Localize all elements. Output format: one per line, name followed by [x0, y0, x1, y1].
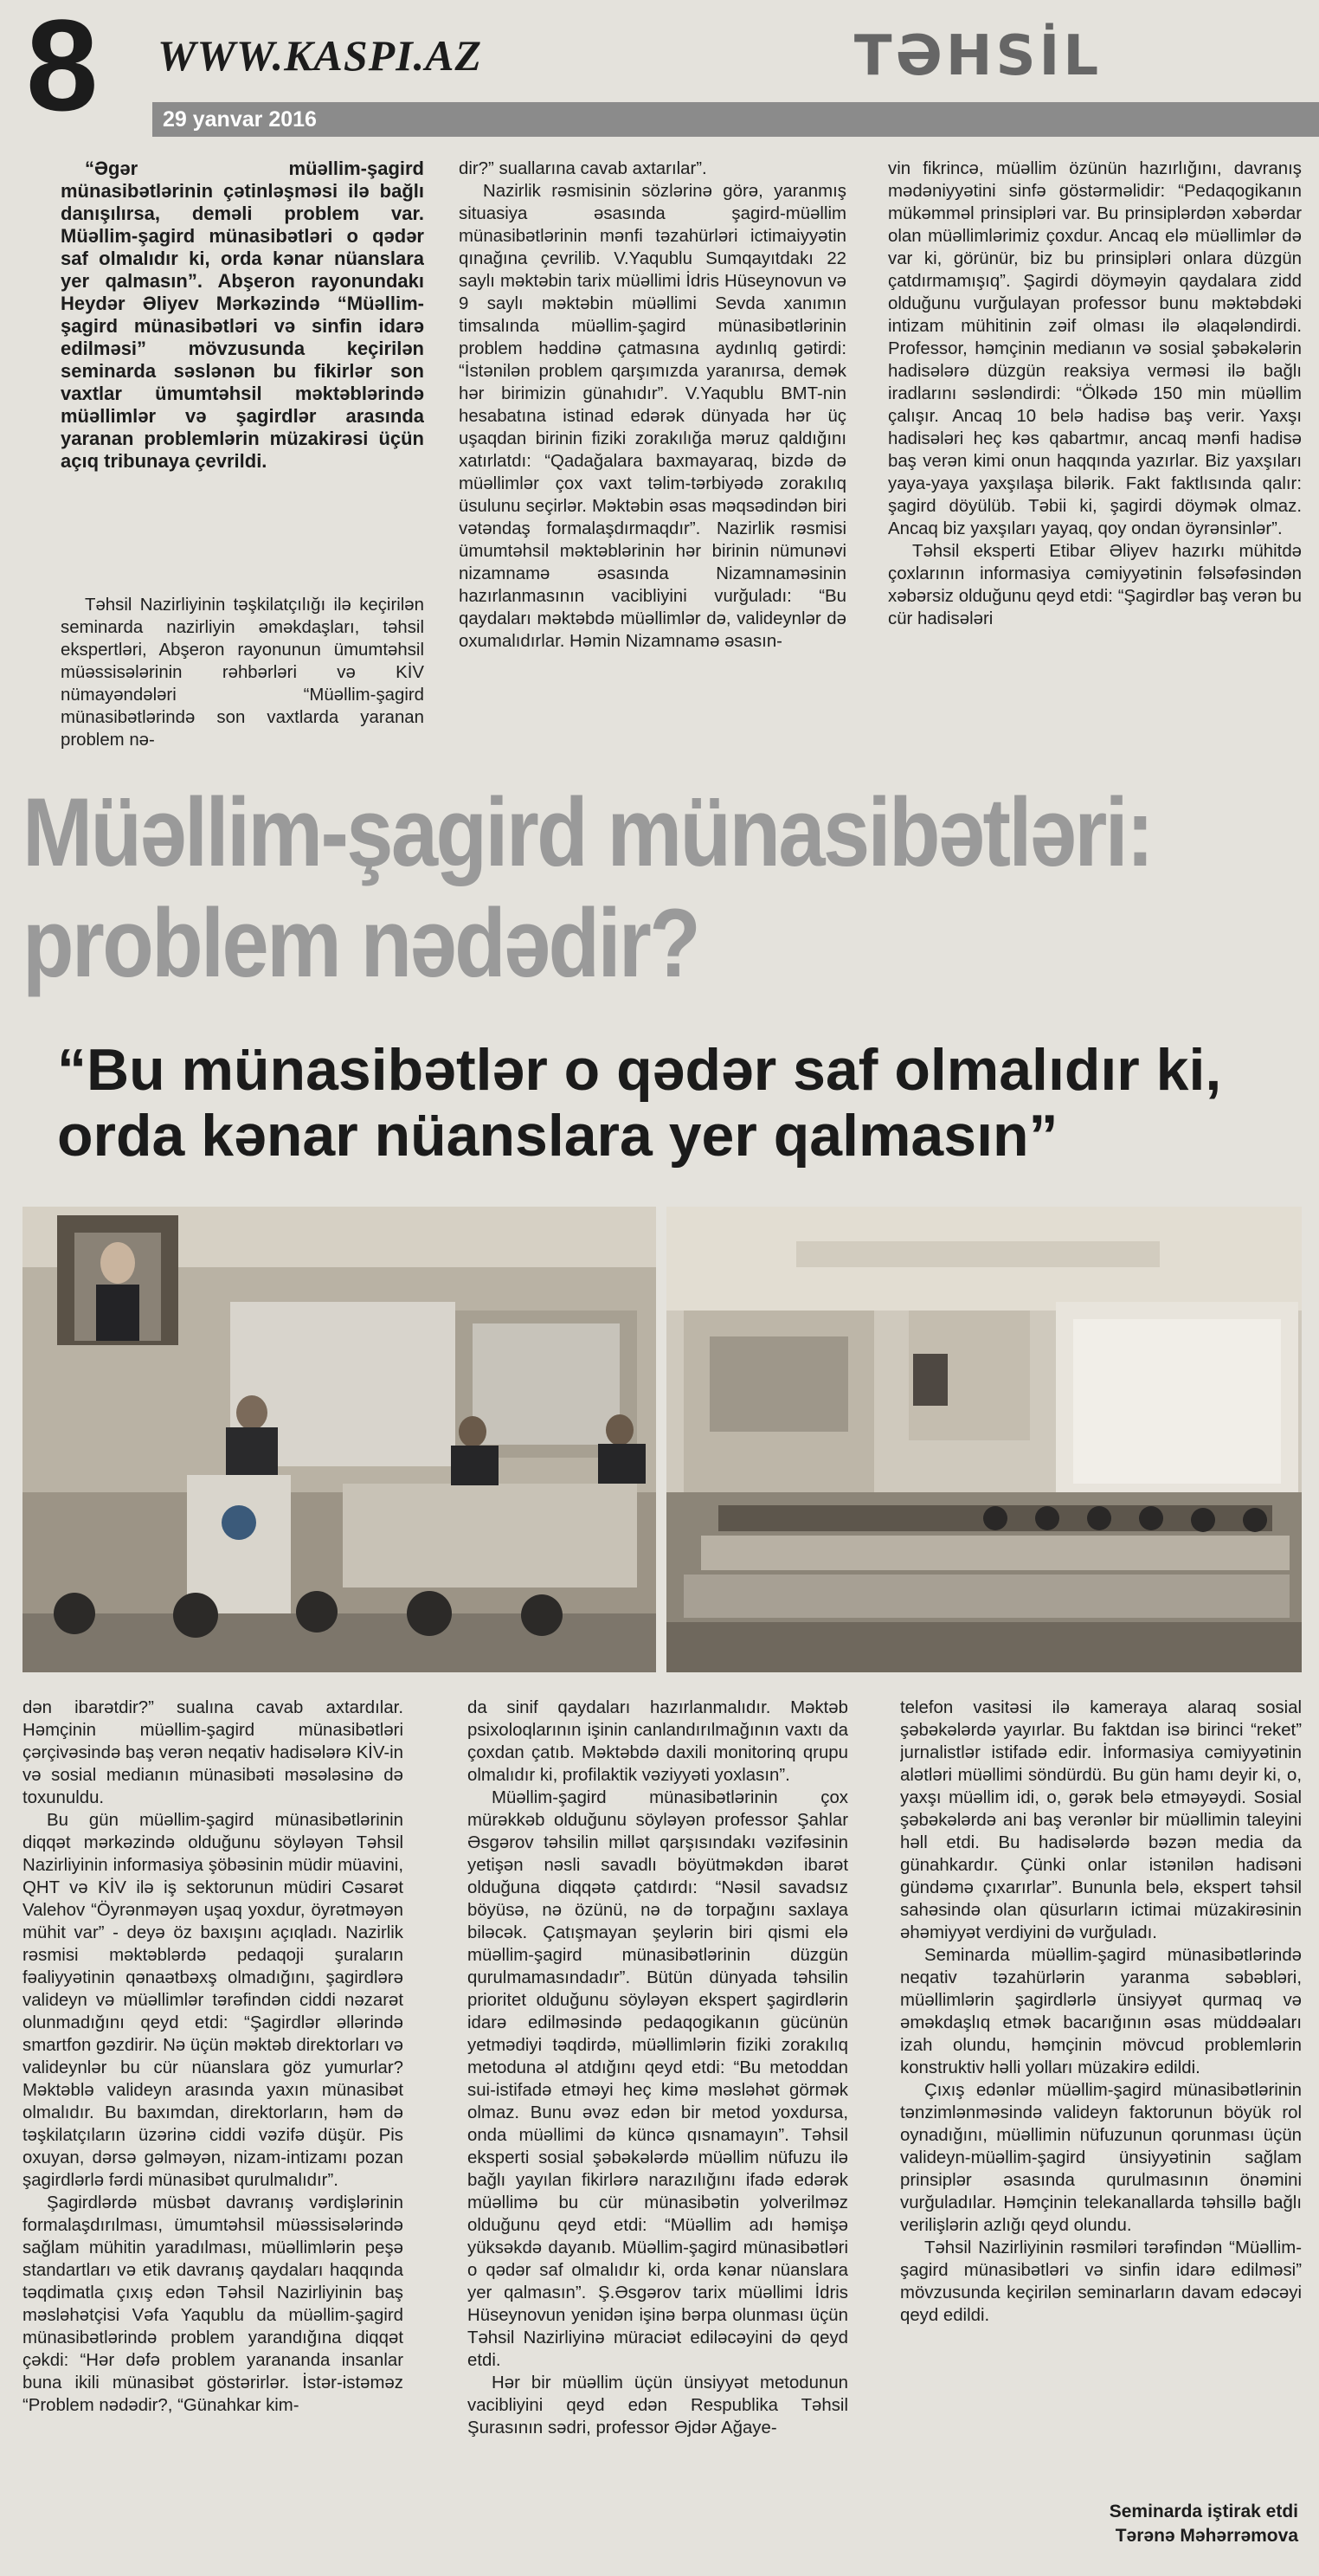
paragraph: Təhsil Nazirliyinin təşkilatçılığı ilə keçirilən seminarda nazirliyin əməkdaşları, təhsil ekspertləri, Abşeron rayonunun ümumtəhsil müəssisələrinin rəhbərləri və KİV nümayəndələri “Müəllim-şagird münasibətlərində son vaxtlarda yaranan problem nə-	[61, 596, 424, 750]
headline-line-1: Müəllim-şagird münasibətləri:	[23, 778, 1152, 886]
paragraph: Hər bir müəllim üçün ünsiyyət metodunun vacibliyini qeyd edən Respublika Təhsil Şurasının sədri, professor Əjdər Ağaye-	[467, 2373, 848, 2438]
paragraph: vin fikrincə, müəllim özünün hazırlığını, davranış mədəniyyətini sinfə göstərməlidir: “Pedaqogikanın mükəmməl prinsipləri var. Bu prinsiplərdən xəbərdar olan müəllimlərimiz çoxdur. Ancaq elə müəllimlər də var ki, görünür, biz bu prinsipləri onlara düzgün çatdırmamışıq”. Şagirdi döyməyin qaydalara zidd olduğunu vurğulayan professor bunu məktəbdəki intizam mühitinin zəif olması ilə əlaqələndirdi. Professor, həmçinin medianın və sosial şəbəkələrin hadisələrə düzgün reaksiya verməsi ilə bağlı iradlarını səsləndirdi: “Ölkədə 150 min müəllim çalışır. Ancaq 10 belə hadisə baş verir. Yaxşı hadisələri heç kəs qabartmır, ancaq mənfi hadisə baş verən kimi onun haqqında yazırlar. Biz yaxşıları yaya-yaya yaxşılaşa bilərik. Fakt faktlısında qalır: şagird döyülüb. Təbii ki, şagirdi döymək olmaz. Ancaq biz yaxşıları yayaq, qoy ondan öyrənsinlər”.	[888, 159, 1302, 538]
credit-line-2: Tərənə Məhərrəmova	[1115, 2526, 1298, 2546]
issue-date: 29 yanvar 2016	[163, 107, 317, 132]
bottom-column-1	[23, 1697, 403, 2562]
seminar-photo-right-image	[666, 1207, 1302, 1672]
paragraph: telefon vasitəsi ilə kameraya alaraq sosial şəbəkələrdə yayırlar. Bu faktdan isə birinci “reket” jurnalistlər istifadə edir. İnformasiya cəmiyyətinin alətləri müəllimi söndürdü. Bu gün hamı deyir ki, o, yaxşı müəllim idi, o, gərək belə etməyəydi. Sosial şəbəkələrdə ani baş verənlər bir müəllimin taleyini həll etdi. Bu hadisələrdə bəzən media da günahkardır. Çünki onlar istənilən hadisəni gündəmə çıxarırlar”. Bununla belə, ekspert təhsil sahəsində olan qüsurların ictimai müzakirəsinin əhəmiyyət verdiyini də vurğuladı.	[900, 1698, 1302, 1942]
paragraph: dən ibarətdir?” sualına cavab axtardılar. Həmçinin müəllim-şagird münasibətləri çərçivəsində baş verən neqativ hadisələrə KİV-in və sosial medianın münasibəti məsələsinə də toxunuldu.	[23, 1698, 403, 1807]
top-column-1	[61, 594, 424, 769]
paragraph: da sinif qaydaları hazırlanmalıdır. Məktəb psixoloqlarının işinin canlandırılmağının vaxtı da çoxdan çatıb. Məktəbdə daxili monitorinq qrupu olmalıdır ki, profilaktik vəziyyəti yoxlasın”.	[467, 1698, 848, 1785]
date-bar	[152, 102, 1319, 137]
paragraph: Seminarda müəllim-şagird münasibətlərində neqativ təzahürlərin yaranma səbəbləri, müəllimlərin şagirdlərlə ünsiyyət qurmaq və əməkdaşlıq etmək bacarığının əsas müddəaları izah olundu, həmçinin mövcud problemlərin konstruktiv həlli yolları müzakirə edildi.	[900, 1946, 1302, 2077]
section-title: TƏHSİL	[853, 24, 1103, 88]
paragraph: Təhsil eksperti Etibar Əliyev hazırkı mühitdə çoxlarının informasiya cəmiyyətinin fəlsəfəsindən xəbərsiz olduğunu qeyd etdi: “Şagirdlər baş verən bu cür hadisələri	[888, 542, 1302, 628]
page-number: 8	[26, 0, 95, 138]
paragraph: dir?” suallarına cavab axtarılar”.	[459, 159, 707, 178]
seminar-photo-left-image	[23, 1207, 656, 1672]
paragraph: Nazirlik rəsmisinin sözlərinə görə, yaranmış situasiya əsasında şagird-müəllim münasibətlərinin mənfi təzahürləri ictimaiyyətin qınağına çevrilib. V.Yaqublu Sumqayıtdakı 22 saylı məktəbin tarix müəllimi İdris Hüseynovun və 9 saylı məktəbin müəllimi Sevda xanımın timsalında müəllim-şagird münasibətlərinin problem həddinə çatmasına aydınlıq gətirdi: “İstənilən problem qarşımızda yaranırsa, demək hər birimizin günahıdır”. V.Yaqublu BMT-nin hesabatına istinad edərək dünyada hər üç uşaqdan birinin fiziki zorakılığa məruz qaldığını xatırlatdı: “Qadağalara baxmayaraq, bizdə də müəllimlər çox vaxt təlim-tərbiyədə zorakılıq üsulunu seçirlər. Məktəbin əsas məqsədindən biri vətəndaş formalaşdırmaqdır”. Nazirlik rəsmisi ümumtəhsil məktəblərinin hər birinin nümunəvi nizamnamə əsasında Nizamnaməsinin hazırlanmasının vacibliyini vurğuladı: “Bu qaydaları məktəbdə müəllimlər də, valideynlər də oxumalıdırlar. Həmin Nizamnamə əsasın-	[459, 182, 846, 651]
seminar-photo-right	[666, 1207, 1302, 1672]
bottom-column-2	[467, 1697, 848, 2562]
paragraph: Şagirdlərdə müsbət davranış vərdişlərinin formalaşdırılması, ümumtəhsil müəssisələrində sağlam mühitin yaradılması, müəllimlərin peşə standartları və etik davranış qaydaları haqqında təqdimatla çıxış edən Təhsil Nazirliyinin baş məsləhətçisi Vəfa Yaqublu da müəllim-şagird münasibətlərində problem yarandığına diqqət çəkdi: “Hər dəfə problem yarananda insanlar buna ikili münasibət göstərirlər. İstər-istəməz “Problem nədədir?, “Günahkar kim-	[23, 2193, 403, 2415]
top-column-3	[888, 158, 1302, 769]
lead-paragraph: “Əgər müəllim-şagird münasibətlərinin çətinləşməsi ilə bağlı danışılırsa, deməli problem var. Müəllim-şagird münasibətləri o qədər saf olmalıdır ki, orda kənar nüanslara yer qalmasın”. Abşeron rayonundakı Heydər Əliyev Mərkəzində “Müəllim-şagird münasibətləri və sinfin idarə edilməsi” mövzusunda keçirilən seminarda səslənən bu fikirlər son vaxtlar ümumtəhsil məktəblərində müəllimlər və şagirdlər arasında yaranan problemlərin müzakirəsi üçün açıq tribunaya çevrildi.	[61, 158, 424, 472]
site-url: WWW.KASPI.AZ	[158, 31, 483, 80]
author-credit	[935, 2500, 1298, 2548]
headline-line-2: problem nədədir?	[23, 889, 699, 997]
bottom-column-3	[900, 1697, 1302, 2493]
lead-column	[61, 158, 424, 587]
paragraph: Çıxış edənlər müəllim-şagird münasibətlərinin tənzimlənməsində valideyn faktorunun böyük rol oynadığını, müəllimin nüfuzunun qorunması üçün valideyn-müəllim-şagird ünsiyyətinin sağlam prinsiplər əsasında qurulmasının önəmini vurğuladılar. Həmçinin telekanallarda təhsillə bağlı verilişlərin azlığı qeyd olundu.	[900, 2081, 1302, 2235]
paragraph: Təhsil Nazirliyinin rəsmiləri tərəfindən “Müəllim-şagird münasibətləri və sinfin idarə edilməsi” mövzusunda keçirilən seminarların davam edəcəyi qeyd edildi.	[900, 2238, 1302, 2325]
headline	[23, 777, 1152, 999]
seminar-photo-left	[23, 1207, 656, 1672]
paragraph: Bu gün müəllim-şagird münasibətlərinin diqqət mərkəzində olduğunu söyləyən Təhsil Nazirliyinin informasiya şöbəsinin müdir müavini, QHT və KİV ilə iş sektorunun müdiri Cəsarət Valehov “Öyrənməyən uşaq yoxdur, öyrətməyən mühit var” - deyə öz baxışını açıqladı. Nazirlik rəsmisi məktəblərdə pedaqoji şuraların fəaliyyətinin qənaətbəxş olmadığını, şagirdlərə valideyn və müəllimlər tərəfindən ciddi nəzarət olunmadığını qeyd etdi: “Şagirdlər əllərində smartfon gəzdirir. Nə üçün məktəb direktorları və valideynlər bu cür nüanslara göz yumurlar? Məktəblə valideyn arasında yaxın münasibət olmalıdır. Bu baxımdan, direktorların, həm də təşkilatçıların üzərinə ciddi vəzifə düşür. Pis oxuyan, dərsə gəlməyən, nizam-intizamı pozan şagirdlərlə fərdi münasibət qurulmalıdır”.	[23, 1811, 403, 2190]
credit-line-1: Seminarda iştirak etdi	[1109, 2502, 1298, 2521]
top-column-2	[459, 158, 846, 769]
subheadline: “Bu münasibətlər o qədər saf olmalıdır ki, orda kənar nüanslara yer qalmasın”	[57, 1037, 1222, 1169]
paragraph: Müəllim-şagird münasibətlərinin çox mürəkkəb olduğunu söyləyən professor Şahlar Əsgərov təhsilin millət qarşısındakı vəzifəsinin yetişən nəsli savadlı böyütməkdən ibarət olduğuna diqqətə çatdırdı: “Nəsil savadsız böyüsə, nə özünü, nə də torpağını saxlaya biləcək. Çatışmayan şeylərin biri qismi elə müəllim-şagird münasibətlərinin düzgün qurulmamasındadır”. Bütün dünyada təhsilin prioritet olduğunu söyləyən ekspert şagirdlərin idarə edilməsində pedaqogikanın gücünün yetmədiyi təqdirdə, müəllimlərin fiziki zorakılıq metoduna əl atdığını qeyd etdi: “Bu metoddan sui-istifadə etməyi heç kimə məsləhət görmək olmaz. Bunu əvəz edən bir metod yoxdursa, onda müəllimi də küncə qısnamayın”. Təhsil eksperti sosial şəbəkələrdə müəllim nüfuzu ilə bağlı yayılan fikirlərə narazılığını ifadə edərək müəllimə bu cür münasibətin yolverilməz olduğunu qeyd etdi: “Müəllim adı həmişə yüksəkdə dayanıb. Müəllim-şagird münasibətləri o qədər saf olmalıdır ki, orda kənar nüanslara yer qalmasın”. Ş.Əsgərov tarix müəllimi İdris Hüseynovun yenidən işinə bərpa olunması üçün Təhsil Nazirliyinə müraciət ediləcəyini də qeyd etdi.	[467, 1788, 848, 2370]
